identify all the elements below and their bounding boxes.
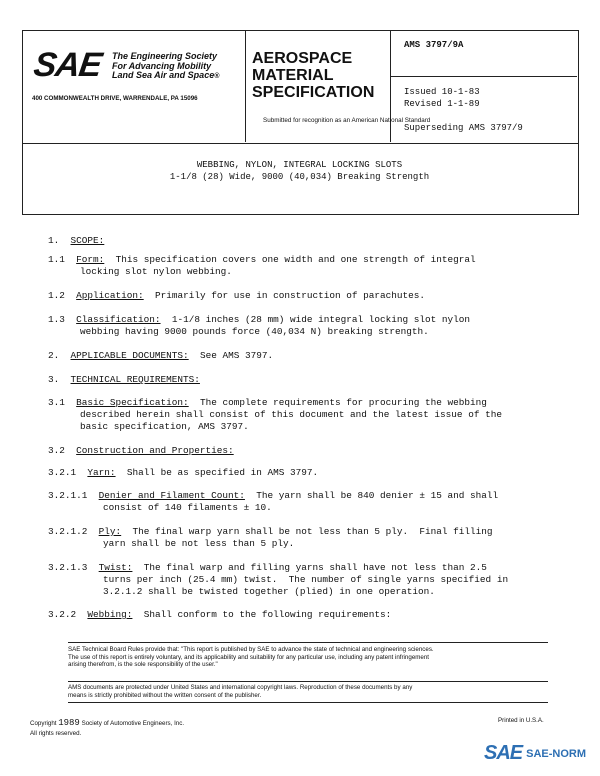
section-3-2-1-1: 3.2.1.1 Denier and Filament Count: The yarn shall be 840 denier ± 15 and shall	[48, 490, 499, 501]
section-1-1-cont: locking slot nylon webbing.	[80, 266, 232, 277]
header-divider	[245, 30, 246, 142]
section-1-1: 1.1 Form: This specification covers one width and one strength of integral	[48, 254, 476, 265]
doc-title: WEBBING, NYLON, INTEGRAL LOCKING SLOTS	[196, 160, 403, 170]
copyright-notice: AMS documents are protected under United States and international copyright laws. Reproduction of these documents by any means is strictly prohibited without the written consent of the publisher.	[68, 681, 548, 703]
section-1-3-cont: webbing having 9000 pounds force (40,034 N) breaking strength.	[80, 326, 429, 337]
section-3-2-1-3-cont: turns per inch (25.4 mm) twist. The number of single yarns specified in	[103, 574, 509, 585]
submitted-note: Submitted for recognition as an American National Standard	[263, 117, 431, 124]
doc-type: AEROSPACE MATERIAL SPECIFICATION	[252, 50, 375, 101]
section-3-2-1: 3.2.1 Yarn: Shall be as specified in AMS 3797.	[48, 467, 319, 478]
revised-date: Revised 1-1-89	[404, 99, 480, 109]
address: 400 COMMONWEALTH DRIVE, WARRENDALE, PA 15096	[32, 95, 198, 102]
section-3-2-1-3: 3.2.1.3 Twist: The final warp and filling yarns shall have not less than 2.5	[48, 562, 487, 573]
section-1-2: 1.2 Application: Primarily for use in construction of parachutes.	[48, 290, 425, 301]
sae-norm-watermark	[484, 742, 586, 765]
section-3-2-1-1-cont: consist of 140 filaments ± 10.	[103, 502, 272, 513]
section-1-3: 1.3 Classification: 1-1/8 inches (28 mm) wide integral locking slot nylon	[48, 314, 470, 325]
section-3-1: 3.1 Basic Specification: The complete requirements for procuring the webbing	[48, 397, 487, 408]
sae-tagline: The Engineering Society For Advancing Mobility Land Sea Air and Space®	[112, 51, 220, 80]
section-3-1-cont: basic specification, AMS 3797.	[80, 421, 249, 432]
section-1: 1. SCOPE:	[48, 235, 105, 246]
section-3-1-cont: described herein shall consist of this document and the latest issue of the	[80, 409, 502, 420]
superseding: Superseding AMS 3797/9	[404, 123, 523, 133]
rights-reserved: All rights reserved.	[30, 730, 82, 737]
section-3-2-1-2-cont: yarn shall be not less than 5 ply.	[103, 538, 295, 549]
section-3-2-1-2: 3.2.1.2 Ply: The final warp yarn shall be not less than 5 ply. Final filling	[48, 526, 493, 537]
sae-logo: SAE	[31, 46, 104, 84]
section-3-2: 3.2 Construction and Properties:	[48, 445, 234, 456]
board-rules: SAE Technical Board Rules provide that: "This report is published by SAE to advance the state of technical and engineering sciences. The use of this report is entirely voluntary, and its applicability and suitability for any particular use, including any patent infringement arising therefrom, is the sole responsibility of the user."	[68, 642, 548, 669]
section-3-2-2: 3.2.2 Webbing: Shall conform to the following requirements:	[48, 609, 392, 620]
header-divider	[390, 30, 391, 142]
copyright-line: Copyright 1989 Society of Automotive Engineers, Inc.	[30, 718, 185, 728]
section-2: 2. APPLICABLE DOCUMENTS: See AMS 3797.	[48, 350, 274, 361]
doc-subtitle: 1-1/8 (28) Wide, 9000 (40,034) Breaking Strength	[169, 172, 430, 182]
printed-in: Printed in U.S.A.	[498, 717, 544, 724]
section-3: 3. TECHNICAL REQUIREMENTS:	[48, 374, 200, 385]
section-3-2-1-3-cont: 3.2.1.2 shall be twisted together (plied) in one operation.	[103, 586, 435, 597]
sae-norm-text: SAE-NORM	[526, 747, 587, 760]
header-divider	[390, 76, 577, 77]
sae-norm-logo: SAE	[484, 742, 523, 764]
issued-date: Issued 10-1-83	[404, 87, 480, 97]
spec-number: AMS 3797/9A	[404, 40, 464, 50]
